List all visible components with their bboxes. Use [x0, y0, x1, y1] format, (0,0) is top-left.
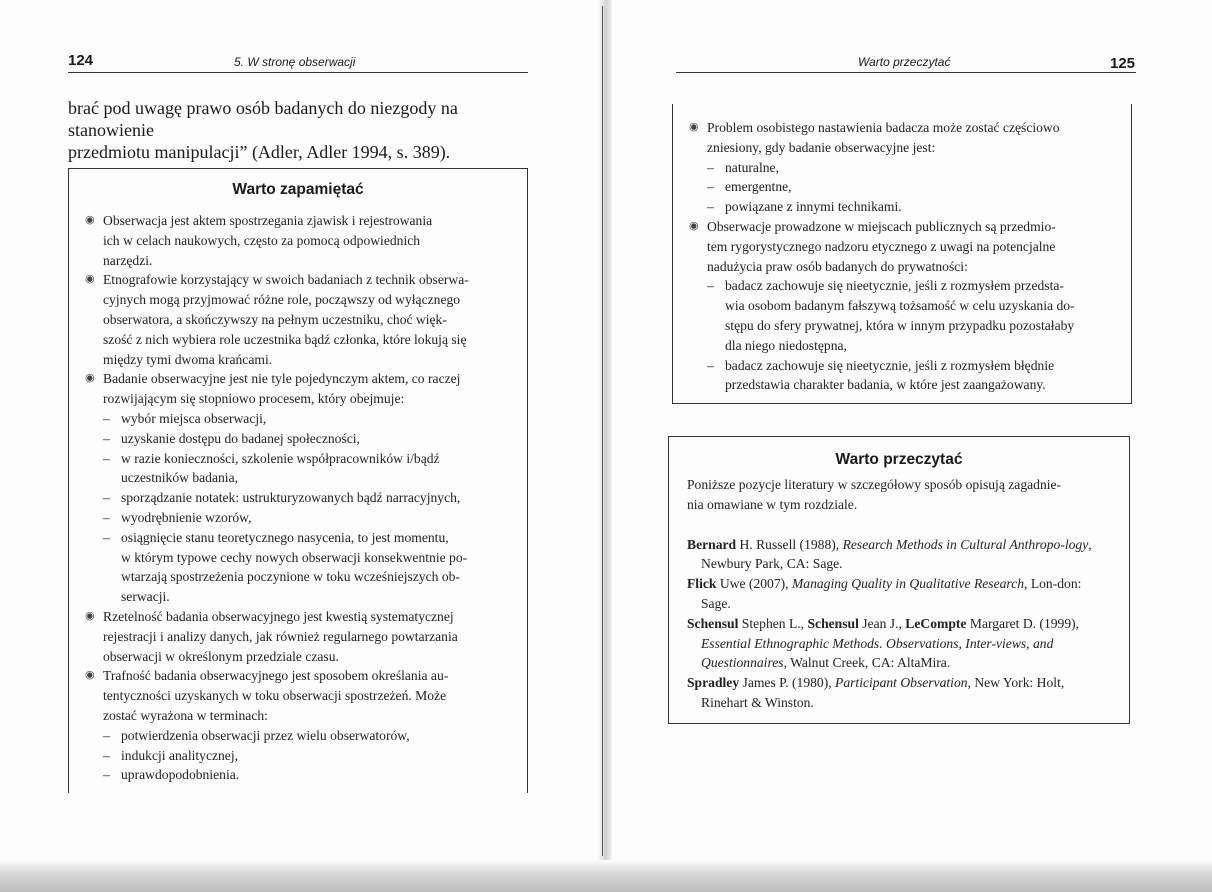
reference-entry — [687, 673, 1111, 713]
dash-marker: – — [103, 747, 110, 763]
dash-item — [83, 765, 513, 785]
list-line: wybór miejsca obserwacji, — [121, 410, 267, 426]
bullet-icon: ◉ — [85, 609, 95, 622]
reference-title: Participant Observation — [835, 675, 968, 691]
reference-detail: Uwe (2007), — [716, 576, 792, 592]
dash-marker: – — [103, 430, 110, 446]
dash-item — [83, 726, 513, 746]
reference-entry — [687, 574, 1111, 614]
list-line: rozwijającym się stopniowo procesem, który obejmuje: — [103, 391, 405, 407]
bullet-icon: ◉ — [85, 669, 95, 682]
dash-marker: – — [707, 357, 714, 373]
reference-detail: Margaret D. (1999), — [966, 615, 1080, 631]
bullet-icon: ◉ — [689, 219, 699, 232]
reference-detail: Stephen L., — [738, 615, 808, 631]
left-intro-paragraph — [68, 97, 538, 163]
list-line: uczestników badania, — [121, 470, 239, 486]
list-line: nadużycia praw osób badanych do prywatności: — [707, 258, 968, 274]
dash-marker: – — [707, 199, 714, 215]
list-line: Problem osobistego nastawienia badacza może zostać częściowo — [707, 120, 1060, 135]
gutter-line — [602, 6, 603, 856]
list-line: obserwacji w określonym przedziale czasu. — [103, 648, 339, 664]
list-line: Trafność badania obserwacyjnego jest sposobem określania au- — [103, 668, 449, 684]
reference-publisher: , Lon-don: Sage. — [701, 576, 1082, 611]
dash-marker: – — [103, 529, 110, 545]
dash-marker: – — [707, 179, 714, 195]
list-line: powiązane z innymi technikami. — [725, 199, 902, 215]
dash-marker: – — [103, 450, 110, 466]
bullet-item — [687, 217, 1117, 276]
reference-title: Essential Ethnographic Methods. Observations, Inter-views, and Questionnaires — [701, 635, 1054, 671]
bullet-icon: ◉ — [689, 121, 699, 133]
intro-line: przedmiotu manipulacji” (Adler, Adler 1994, s. 389). — [68, 142, 451, 162]
list-line: między tymi dwoma krańcami. — [103, 351, 273, 367]
reference-entry — [687, 535, 1111, 575]
list-line: naturalne, — [725, 159, 779, 175]
reading-box-body — [669, 469, 1129, 713]
dash-item — [687, 177, 1117, 197]
list-line: wia osobom badanym fałszywą tożsamość w celu uzyskania do- — [725, 298, 1075, 314]
dash-marker: – — [103, 490, 110, 506]
list-line: badacz zachowuje się nieetycznie, jeśli z rozmysłem błędnie — [725, 357, 1055, 373]
list-line: sporządzanie notatek: ustrukturyzowanych bądź narracyjnych, — [121, 490, 461, 506]
dash-item — [687, 197, 1117, 217]
reading-intro-line: nia omawiane w tym rozdziale. — [687, 496, 858, 512]
list-line: zniesiony, gdy badanie obserwacyjne jest: — [707, 139, 936, 155]
left-running-head: 5. W stronę obserwacji — [234, 55, 356, 69]
reference-detail: H. Russell (1988), — [736, 536, 843, 552]
book-gutter — [598, 0, 612, 892]
remember-box — [68, 168, 528, 793]
list-line: tentyczności uzyskanych w toku obserwacji spostrzeżeń. Może — [103, 688, 447, 704]
list-line: badacz zachowuje się nieetycznie, jeśli z rozmysłem przedsta- — [725, 278, 1064, 294]
bullet-item — [83, 369, 513, 409]
list-line: obserwatora, a skończywszy na pełnym uczestniku, choć więk- — [103, 311, 447, 327]
list-line: w którym typowe cechy nowych obserwacji konsekwentnie po- — [121, 549, 468, 565]
list-line: emergentne, — [725, 179, 792, 195]
list-line: cyjnych mogą przyjmować różne role, począwszy od wyłącznego — [103, 292, 461, 308]
list-line: wtarzają spostrzeżenia poczynione w toku wcześniejszych ob- — [121, 569, 460, 585]
remember-list — [69, 203, 527, 785]
list-line: narzędzi. — [103, 252, 153, 268]
reference-author: Bernard — [687, 536, 737, 552]
list-line: Etnografowie korzystający w swoich badaniach z technik obserwa- — [103, 272, 469, 288]
bullet-item — [83, 211, 513, 270]
list-line: dla niego niedostępna, — [725, 337, 847, 353]
list-line: zostać wyrażona w terminach: — [103, 707, 268, 723]
dash-item — [83, 508, 513, 528]
dash-item — [687, 158, 1117, 178]
list-line: przedstawia charakter badania, w które jest zaangażowany. — [725, 377, 1046, 393]
dash-item — [83, 409, 513, 429]
remember-box-title: Warto zapamiętać — [232, 181, 364, 198]
dash-marker: – — [103, 767, 110, 783]
bullet-icon: ◉ — [85, 214, 95, 226]
remember-box-continued — [672, 104, 1132, 404]
dash-item — [83, 528, 513, 607]
list-line: stępu do sfery prywatnej, która w innym przypadku pozostałaby — [725, 317, 1075, 333]
list-line: ich w celach naukowych, często za pomocą odpowiednich — [103, 232, 421, 248]
dash-marker: – — [103, 410, 110, 426]
reference-title: Research Methods in Cultural Anthropo-logy — [842, 536, 1089, 552]
bullet-item — [83, 607, 513, 666]
list-line: szość z nich wybiera role uczestnika bądź członka, które lokują się — [103, 331, 467, 347]
reference-author: Spradley — [687, 675, 740, 691]
reference-detail: James P. (1980), — [739, 675, 836, 691]
reference-author: Flick — [687, 576, 717, 592]
dash-item — [687, 356, 1117, 396]
reading-box — [668, 436, 1130, 724]
left-page-number: 124 — [68, 52, 94, 69]
bullet-icon: ◉ — [85, 372, 95, 385]
remember-list-continued — [673, 104, 1131, 395]
reference-entry — [687, 614, 1111, 673]
dash-item — [83, 488, 513, 508]
reference-author: Schensul — [807, 615, 859, 631]
dash-item — [83, 429, 513, 449]
reference-title: Managing Quality in Qualitative Research — [791, 576, 1025, 592]
dash-item — [83, 449, 513, 489]
scan-bottom-shadow — [0, 860, 1212, 892]
dash-marker: – — [707, 278, 714, 294]
list-line: rejestracji i analizy danych, jak również regularnego powtarzania — [103, 628, 458, 644]
list-line: uzyskanie dostępu do badanej społeczności, — [121, 430, 360, 446]
bullet-icon: ◉ — [85, 273, 95, 286]
intro-line: brać pod uwagę prawo osób badanych do niezgody na stanowienie — [68, 98, 458, 140]
right-running-head: Warto przeczytać — [858, 55, 951, 69]
dash-marker: – — [103, 509, 110, 525]
bullet-item — [83, 270, 513, 369]
list-line: Obserwacja jest aktem spostrzegania zjawisk i rejestrowania — [103, 213, 433, 228]
reference-author: Schensul — [687, 615, 739, 631]
list-line: uprawdopodobnienia. — [121, 767, 240, 783]
dash-item — [687, 276, 1117, 355]
reference-publisher: , Walnut Creek, CA: AltaMira. — [783, 655, 951, 671]
reference-list — [687, 535, 1111, 713]
list-line: Rzetelność badania obserwacyjnego jest kwestią systematycznej — [103, 608, 454, 624]
reading-box-title: Warto przeczytać — [835, 451, 963, 468]
reference-detail: Jean J., — [858, 615, 906, 631]
list-line: indukcji analitycznej, — [121, 747, 239, 763]
list-line: Obserwacje prowadzone w miejscach publicznych są przedmio- — [707, 218, 1056, 234]
dash-marker: – — [103, 727, 110, 743]
right-page-number: 125 — [1110, 55, 1136, 72]
list-line: wyodrębnienie wzorów, — [121, 509, 252, 525]
bullet-item — [687, 118, 1117, 158]
list-line: potwierdzenia obserwacji przez wielu obserwatorów, — [121, 727, 410, 743]
reading-intro-line: Poniższe pozycje literatury w szczegółowy sposób opisują zagadnie- — [687, 477, 1062, 492]
right-header-rule — [676, 72, 1136, 73]
list-line: osiągnięcie stanu teoretycznego nasycenia, to jest momentu, — [121, 529, 449, 545]
reference-publisher: , New York: Holt, Rinehart & Winston. — [701, 675, 1065, 710]
bullet-item — [83, 666, 513, 725]
dash-item — [83, 746, 513, 766]
list-line: w razie konieczności, szkolenie współpracowników i/bądź — [121, 450, 440, 466]
list-line: serwacji. — [121, 589, 170, 605]
reference-publisher: , Newbury Park, CA: Sage. — [701, 536, 1092, 572]
list-line: tem rygorystycznego nadzoru etycznego z uwagi na potencjalne — [707, 238, 1056, 254]
left-header-rule — [68, 72, 528, 73]
reference-author: LeCompte — [905, 615, 967, 631]
dash-marker: – — [707, 159, 714, 175]
list-line: Badanie obserwacyjne jest nie tyle pojedynczym aktem, co raczej — [103, 371, 461, 387]
